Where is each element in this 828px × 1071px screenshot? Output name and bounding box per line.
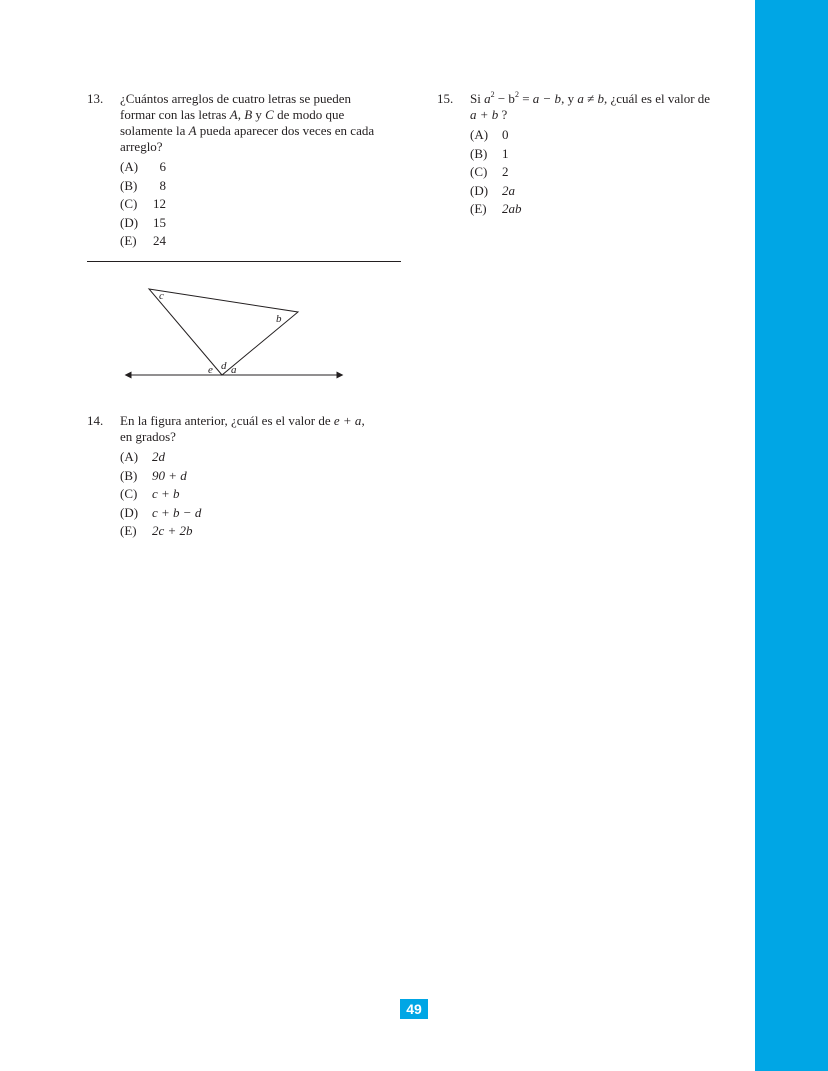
question-number: 15. [437,91,454,106]
answer-choice[interactable]: (C) 2 [470,164,509,180]
answer-choice[interactable]: (D) 2a [470,182,515,198]
answer-choice[interactable]: (E) 24 [120,233,166,249]
question-number: 13. [87,91,104,106]
answer-choice[interactable]: (C) c + b [120,486,180,502]
question-stem: ¿Cuántos arreglos de cuatro letras se pueden formar con las letras A, B y C de modo que solamente la A pueda aparecer dos veces en cada arreglo? [120,91,375,154]
answer-choices [470,126,710,219]
label-b: b [276,313,282,325]
answer-choice[interactable]: (C) 12 [120,196,166,212]
divider-line [87,261,401,262]
answer-choices [120,448,365,541]
answer-choice[interactable]: (A) 2d [120,449,165,464]
question-number: 14. [87,413,104,428]
answer-choice[interactable]: (E) 2c + 2b [120,523,193,539]
answer-choice[interactable]: (B) 90 + d [120,467,187,483]
answer-choice[interactable]: (D) 15 [120,214,166,230]
question-body [470,91,710,219]
label-a: a [231,364,237,376]
question-stem: Si $a^2 - b^2 = a - b$, y a ≠ b, ¿cuál es el valor de a + b ? [470,90,711,122]
question-body [120,413,365,541]
label-d: d [221,360,227,372]
answer-choice[interactable]: (D) c + b − d [120,504,202,520]
right-color-bar [755,0,828,1071]
answer-choice[interactable]: (B) 8 [120,177,166,193]
answer-choice[interactable]: (B) 1 [470,145,509,161]
label-c: c [159,290,164,302]
question-stem: En la figura anterior, ¿cuál es el valor de e + a, en grados? [120,413,365,444]
question-body [120,91,374,251]
label-e: e [208,364,213,376]
answer-choice[interactable]: (A) 0 [470,127,509,142]
answer-choice[interactable]: (E) 2ab [470,201,522,217]
answer-choices [120,158,374,251]
answer-choice[interactable]: (A) 6 [120,159,166,174]
triangle-figure [118,280,354,386]
page-number: 49 [400,999,428,1019]
